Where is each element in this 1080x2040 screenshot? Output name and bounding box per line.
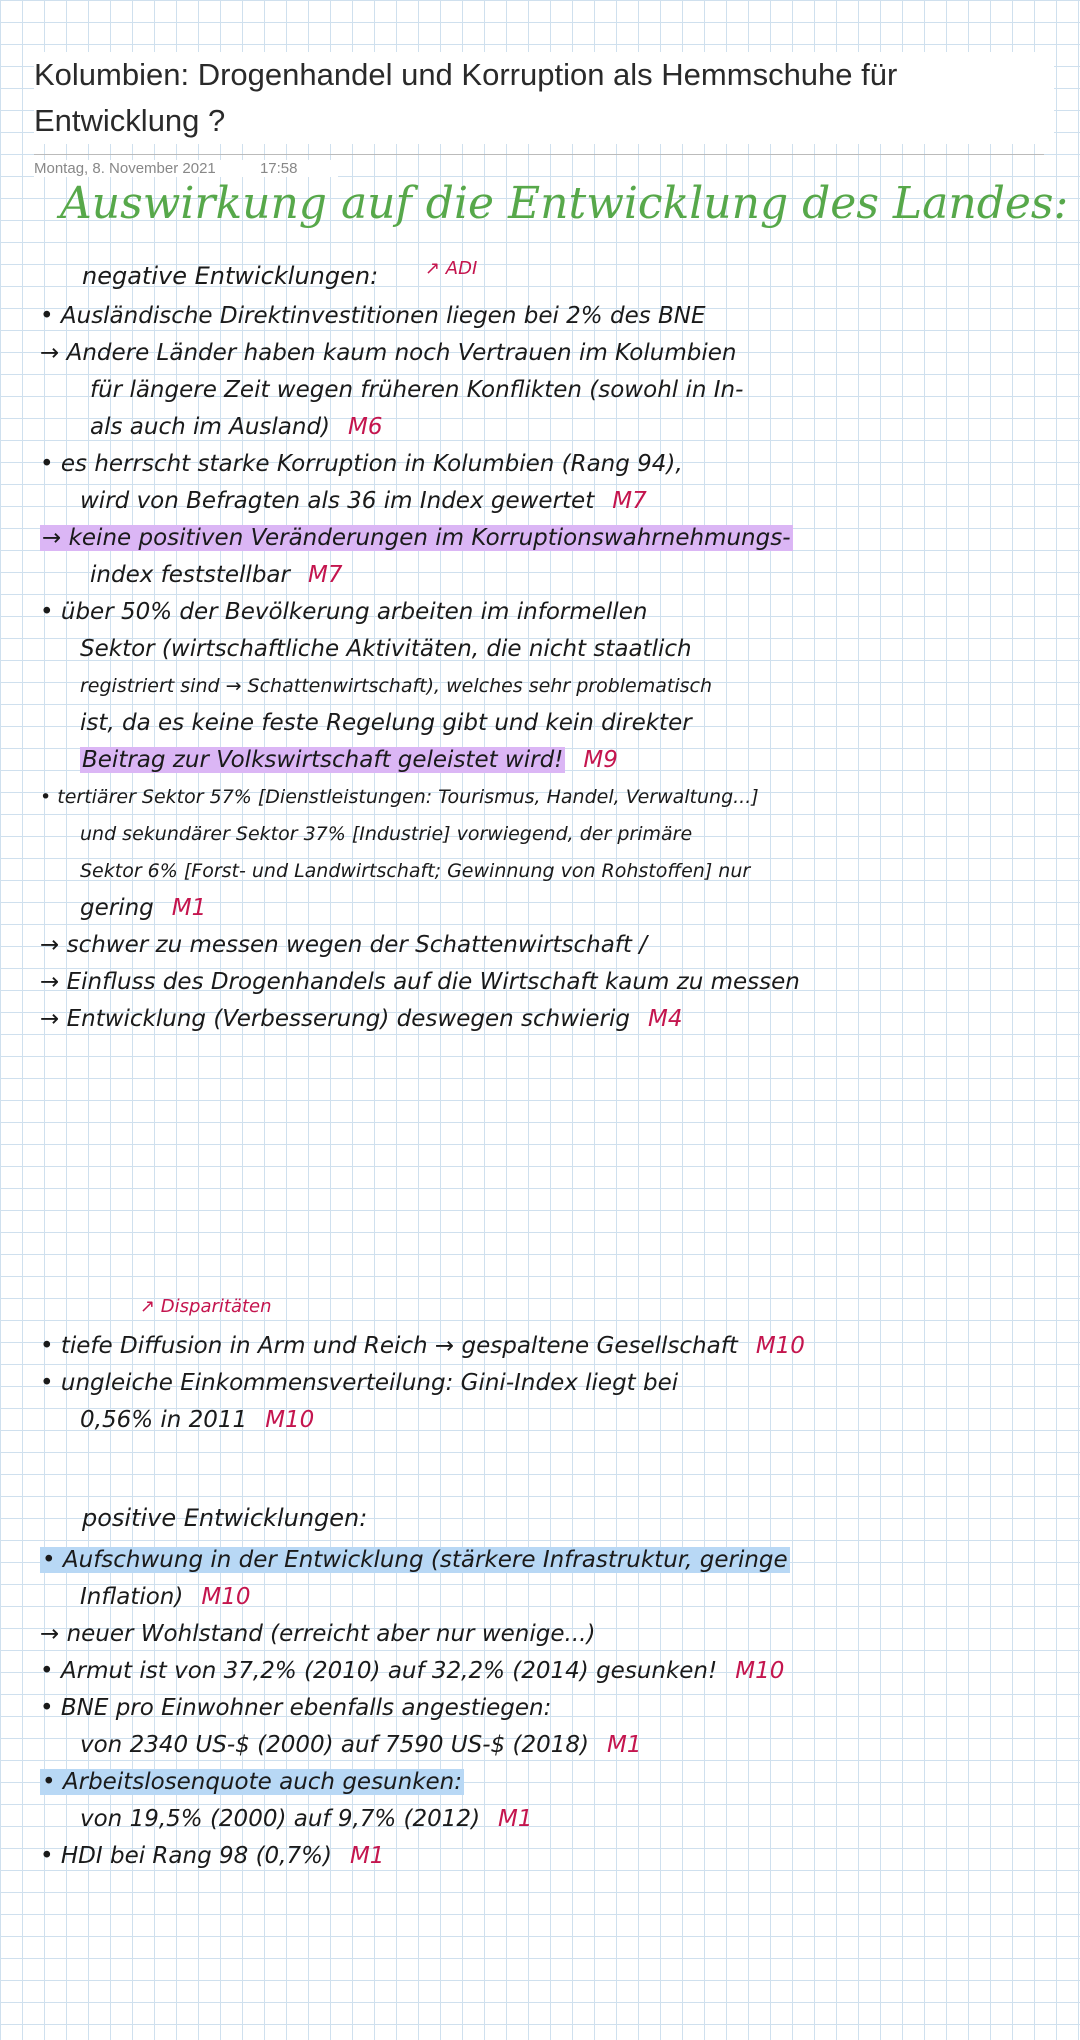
list-item: 0,56% in 2011 M10 bbox=[80, 1407, 315, 1433]
list-item: • Aufschwung in der Entwicklung (stärkere Infrastruktur, geringe bbox=[42, 1547, 788, 1573]
positive-label: positive Entwicklungen: bbox=[82, 1504, 368, 1532]
disparity-annotation: ↗ Disparitäten bbox=[140, 1296, 272, 1317]
list-item: Sektor (wirtschaftliche Aktivitäten, die nicht staatlich bbox=[80, 636, 692, 662]
list-item: → schwer zu messen wegen der Schattenwirtschaft / bbox=[40, 932, 647, 958]
list-item: → keine positiven Veränderungen im Korruptionswahrnehmungs- bbox=[42, 525, 791, 551]
page-title: Kolumbien: Drogenhandel und Korruption als Hemmschuhe für Entwicklung ? bbox=[34, 52, 1054, 144]
list-item: → neuer Wohlstand (erreicht aber nur wenige...) bbox=[40, 1621, 596, 1647]
list-item: von 2340 US-$ (2000) auf 7590 US-$ (2018) M1 bbox=[80, 1732, 642, 1758]
list-item: registriert sind → Schattenwirtschaft), welches sehr problematisch bbox=[80, 675, 713, 697]
note-meta bbox=[34, 160, 338, 177]
negative-list bbox=[40, 298, 1040, 1038]
list-item: • tertiärer Sektor 57% [Dienstleistungen: Tourismus, Handel, Verwaltung...] bbox=[40, 786, 759, 808]
list-item: ist, da es keine feste Regelung gibt und kein direkter bbox=[80, 710, 692, 736]
negative-label: negative Entwicklungen: bbox=[82, 262, 379, 290]
list-item: für längere Zeit wegen früheren Konflikten (sowohl in In- bbox=[90, 377, 744, 403]
section-heading: Auswirkung auf die Entwicklung des Landes: bbox=[60, 178, 1069, 229]
list-item: • es herrscht starke Korruption in Kolumbien (Rang 94), bbox=[40, 451, 683, 477]
list-item: als auch im Ausland) M6 bbox=[90, 414, 383, 440]
title-divider bbox=[34, 154, 1044, 155]
list-item: wird von Befragten als 36 im Index gewertet M7 bbox=[80, 488, 647, 514]
list-item: • tiefe Diffusion in Arm und Reich → gespaltene Gesellschaft M10 bbox=[40, 1333, 805, 1359]
adi-annotation: ↗ ADI bbox=[425, 258, 478, 279]
list-item: • BNE pro Einwohner ebenfalls angestiegen: bbox=[40, 1695, 552, 1721]
list-item: index feststellbar M7 bbox=[90, 562, 343, 588]
list-item: • ungleiche Einkommensverteilung: Gini-Index liegt bei bbox=[40, 1370, 679, 1396]
list-item: Sektor 6% [Forst- und Landwirtschaft; Gewinnung von Rohstoffen] nur bbox=[80, 860, 751, 882]
list-item: • HDI bei Rang 98 (0,7%) M1 bbox=[40, 1843, 385, 1869]
list-item: und sekundärer Sektor 37% [Industrie] vorwiegend, der primäre bbox=[80, 823, 693, 845]
list-item: • über 50% der Bevölkerung arbeiten im informellen bbox=[40, 599, 648, 625]
list-item: Beitrag zur Volkswirtschaft geleistet wird! M9 bbox=[82, 747, 618, 773]
list-item: von 19,5% (2000) auf 9,7% (2012) M1 bbox=[80, 1806, 533, 1832]
list-item: gering M1 bbox=[80, 895, 207, 921]
list-item: → Einfluss des Drogenhandels auf die Wirtschaft kaum zu messen bbox=[40, 969, 800, 995]
disparity-list bbox=[40, 1328, 1040, 1439]
list-item: → Entwicklung (Verbesserung) deswegen schwierig M4 bbox=[40, 1006, 683, 1032]
list-item: • Arbeitslosenquote auch gesunken: bbox=[42, 1769, 462, 1795]
list-item: • Ausländische Direktinvestitionen liegen bei 2% des BNE bbox=[40, 303, 706, 329]
list-item: • Armut ist von 37,2% (2010) auf 32,2% (2014) gesunken! M10 bbox=[40, 1658, 785, 1684]
list-item: → Andere Länder haben kaum noch Vertrauen im Kolumbien bbox=[40, 340, 737, 366]
note-time: 17:58 bbox=[259, 160, 298, 177]
positive-list bbox=[40, 1542, 1040, 1875]
note-date: Montag, 8. November 2021 bbox=[34, 160, 216, 177]
list-item: Inflation) M10 bbox=[80, 1584, 251, 1610]
